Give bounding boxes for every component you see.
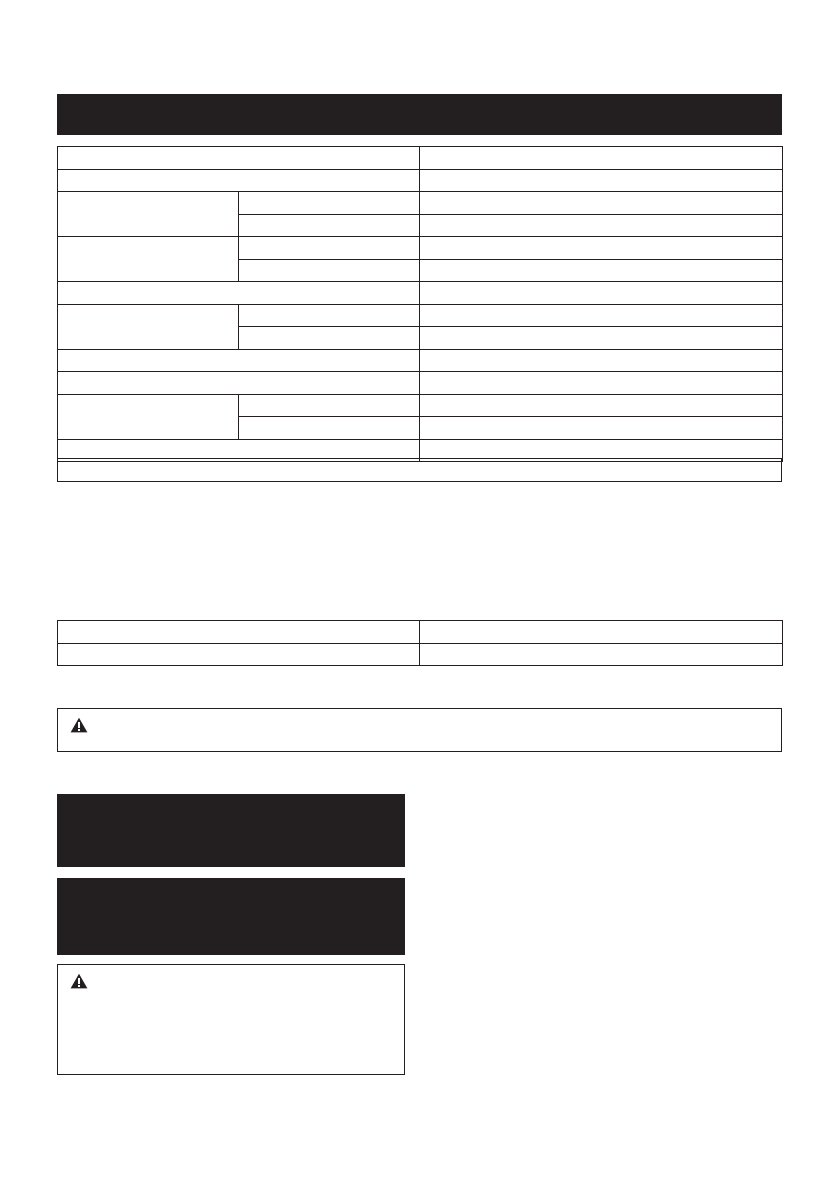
spec-group-label (58, 304, 239, 349)
table-row (58, 372, 783, 395)
specifications-table (57, 146, 783, 462)
spec-sublabel (239, 394, 420, 417)
warning-triangle-icon (70, 717, 88, 733)
spec-sublabel (239, 304, 420, 327)
spec-value (420, 282, 783, 305)
spec-value (420, 372, 783, 395)
spec-group-label (58, 192, 239, 237)
spec-value (420, 192, 783, 215)
spec-label (58, 147, 420, 170)
spec-value (420, 169, 783, 192)
table-row (58, 169, 783, 192)
spec-sublabel (239, 327, 420, 350)
table-row (58, 621, 783, 644)
table-row (58, 394, 783, 417)
spec-label (58, 282, 420, 305)
spec-label (58, 349, 420, 372)
spec-group-label (58, 394, 239, 439)
battery-table (57, 620, 783, 666)
spec-value (420, 394, 783, 417)
spec-note-box (57, 458, 782, 482)
table-row (58, 147, 783, 170)
spec-sublabel (239, 237, 420, 260)
specifications-heading (57, 94, 782, 135)
table-row (58, 304, 783, 327)
battery-value (420, 621, 783, 644)
table-row (58, 192, 783, 215)
spec-value (420, 304, 783, 327)
warning-triangle-icon (70, 973, 88, 989)
table-row (58, 643, 783, 666)
safety-heading (57, 878, 405, 955)
spec-group-label (58, 237, 239, 282)
spec-value (420, 147, 783, 170)
table-row (58, 349, 783, 372)
table-row (58, 282, 783, 305)
spec-sublabel (239, 417, 420, 440)
spec-sublabel (239, 214, 420, 237)
general-warning-box (57, 964, 405, 1075)
spec-label (58, 372, 420, 395)
symbols-heading (57, 794, 405, 867)
warning-box (57, 708, 782, 752)
spec-value (420, 259, 783, 282)
spec-label (58, 169, 420, 192)
battery-value (420, 643, 783, 666)
spec-value (420, 214, 783, 237)
battery-label (58, 621, 420, 644)
battery-label (58, 643, 420, 666)
spec-value (420, 349, 783, 372)
spec-sublabel (239, 192, 420, 215)
table-row (58, 237, 783, 260)
footer-text (0, 1184, 840, 1192)
spec-value (420, 237, 783, 260)
spec-value (420, 417, 783, 440)
spec-value (420, 327, 783, 350)
spec-sublabel (239, 259, 420, 282)
